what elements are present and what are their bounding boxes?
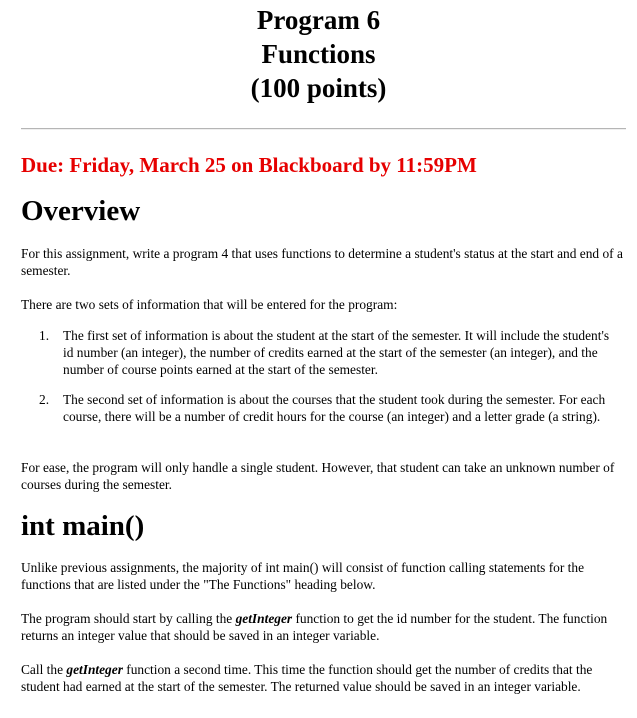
main-paragraph-2-lead: The program should start by calling the (21, 611, 236, 626)
list-item-number: 2. (39, 392, 50, 407)
horizontal-rule (21, 128, 626, 130)
list-item-text: The first set of information is about the student at the start of the semester. It will include the student's id number (an integer), the number of credits earned at the start of the semester (an integer), and the number of course points earned at the start of the semester. (63, 328, 610, 377)
int-main-heading: int main() (21, 510, 145, 542)
program-points: (100 points) (250, 73, 387, 103)
program-title: Program 6 (256, 5, 381, 35)
function-name-getinteger: getInteger (235, 611, 293, 626)
overview-paragraph-1: For this assignment, write a program 4 that uses functions to determine a student's status at the start and end of a semester. (21, 246, 623, 278)
overview-paragraph-2: There are two sets of information that will be entered for the program: (21, 297, 398, 312)
list-item-number: 1. (39, 328, 50, 343)
main-paragraph-2 (21, 610, 623, 644)
main-paragraph-3 (21, 661, 623, 695)
program-subtitle: Functions (261, 39, 376, 69)
main-paragraph-2-rest: function to get the id number for the student. The function returns an integer value that should be saved in an integer variable. (21, 611, 608, 643)
function-name-getinteger: getInteger (66, 662, 123, 677)
overview-paragraph-3: For ease, the program will only handle a single student. However, that student can take an unknown number of courses during the semester. (21, 460, 615, 492)
main-paragraph-3-lead: Call the (21, 662, 67, 677)
main-paragraph-3-rest: function a second time. This time the function should get the number of credits that the student had earned at the start of the semester. The returned value should be saved in an integer variable. (21, 662, 593, 694)
overview-heading: Overview (21, 195, 141, 227)
list-item-text: The second set of information is about the courses that the student took during the semester. For each course, there will be a number of credit hours for the course (an integer) and a letter grade (a string). (63, 392, 606, 424)
main-paragraph-1: Unlike previous assignments, the majority of int main() will consist of function calling statements for the functions that are listed under the "The Functions" heading below. (21, 560, 585, 592)
due-date: Due: Friday, March 25 on Blackboard by 11:59PM (21, 153, 477, 177)
